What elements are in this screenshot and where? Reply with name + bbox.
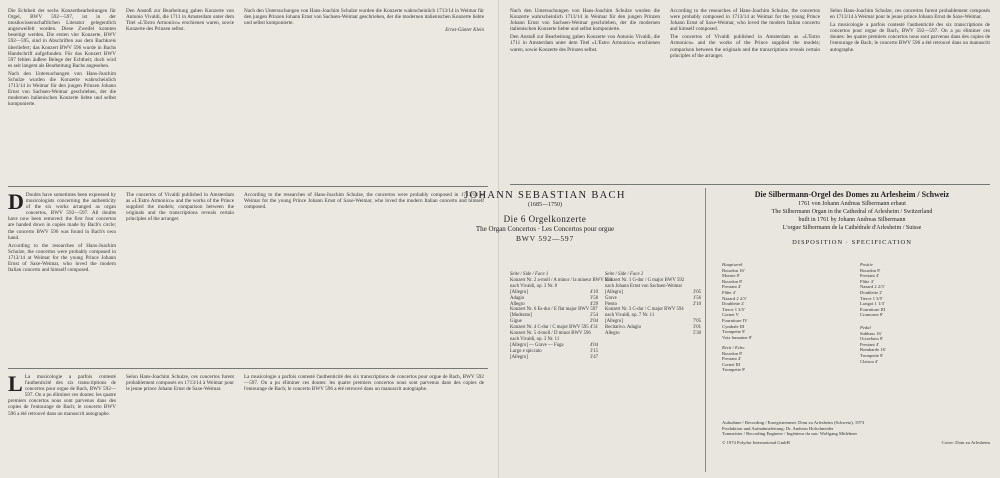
track-title: Allegro — [510, 301, 525, 307]
track-title: Adagio — [510, 295, 525, 301]
recit-title: Récit / Echo — [722, 345, 745, 350]
track-duration: 3'01 — [692, 325, 701, 331]
track-duration: 4'10 — [589, 289, 598, 295]
hauptwerk-stops — [722, 262, 842, 340]
organ-stop: Doublette 2' — [860, 289, 883, 295]
track-title: nach Vivaldi, op. 3 Nr. 11 — [510, 336, 560, 342]
organ-heading-block — [712, 190, 992, 246]
organ-stop: Bombarde 16' — [860, 347, 886, 353]
english-paragraph-2-cont: According to the researches of Hans-Joachim Schulze, the concertos were probably composed in 1713/14 at Weimar for the young Prince Johann Ernst of Saxe-Weimar, who loved the modern Italian concerto and himself composed. — [244, 192, 484, 211]
french-paragraph-2: Selon Hans-Joachim Schulze, ces concertos furent probablement composés en 1713/14 à Weimar pour le jeune prince Johann Ernst de Saxe-Weimar. — [126, 374, 234, 393]
english-paragraph-3: The concertos of Vivaldi published in Amsterdam as »L'Estro Armonico« and the works of the Prince supplied the models; comparison between the originals and the transcriptions reveals certain principles of the arranger. — [126, 192, 234, 223]
track-title: [Allegro] — [605, 289, 623, 295]
track-title: Gigue — [510, 319, 522, 325]
german-paragraph-2: Nach den Untersuchungen von Hans-Joachim Schulze wurden die Konzerte wahrscheinlich 1713/14 in Weimar für den jungen Prinzen Johann Ernst von Sachsen-Weimar geschrieben, der die modernen italienischen Konzerte liebte und selbst komponierte. — [8, 70, 116, 108]
track-duration: 7'05 — [692, 319, 701, 325]
hauptwerk-title: Hauptwerk — [722, 262, 743, 267]
production-credit: Produktion und Aufnahmeleitung: Dr. Andreas Holschneider — [722, 425, 834, 431]
notes-text-5: Selon Hans-Joachim Schulze, ces concertos furent probablement composés en 1713/14 à Weimar pour le jeune prince Johann Ernst de Saxe-Weimar. — [830, 8, 990, 21]
english-column-2 — [126, 192, 234, 362]
organ-stop: Octavbass 8' — [860, 336, 884, 342]
work-title-translations: The Organ Concertos · Les Concertos pour orgue — [475, 225, 615, 233]
work-title-german: Die 6 Orgelkonzerte — [503, 214, 587, 224]
organ-stop: Clairon 4' — [860, 358, 879, 364]
organ-stop: Fourniture III — [860, 306, 886, 312]
english-paragraph-2: According to the researches of Hans-Joachim Schulze, the concertos were probably composed in 1713/14 at Weimar for the young Prince Johann Ernst of Saxe-Weimar, who loved the modern Italian concerto and himself composed. — [8, 242, 116, 274]
organ-stop: Bourdon 8' — [722, 350, 743, 356]
recit-stops — [722, 345, 842, 373]
english-column-1 — [8, 189, 116, 362]
track-title: Grave — [605, 295, 617, 301]
organ-stop: Fourniture IV — [722, 317, 748, 323]
positiv-title: Positiv — [860, 262, 873, 267]
organ-stop: Doublette 2' — [722, 301, 745, 307]
track-duration: 2'54 — [589, 313, 598, 319]
organ-stop: Bourdon 16' — [722, 267, 745, 273]
track-title: nach Vivaldi, op. 7 Nr. 11 — [605, 313, 655, 319]
engineer-credit: Tonmeister / Recording Engineer / Ingénieur du son: Wolfgang Mitlehner — [722, 431, 858, 437]
organ-stop: Cornet V — [722, 312, 739, 318]
pedal-stops — [860, 325, 980, 364]
track-duration: 5'30 — [692, 331, 701, 337]
organ-stop: Tierce 1 3/5' — [860, 295, 883, 301]
track-title: Konzert Nr. 6 Es-dur / E flat major BWV 597 — [510, 307, 598, 313]
section-divider — [510, 184, 990, 185]
notes-text-3: According to the researches of Hans-Joachim Schulze, the concertos were probably composed in 1713/14 at Weimar for the young Prince Johann Ernst of Saxe-Weimar, who loved the modern Italian concerto and himself composed. — [670, 8, 820, 33]
organ-stop: Voix humaine 8' — [722, 334, 752, 340]
section-divider — [8, 186, 488, 187]
track-duration: 3'15 — [589, 348, 598, 354]
positiv-stops — [860, 262, 980, 318]
organ-builder-de: 1761 von Johann Andreas Silbermann erbaut — [798, 201, 906, 207]
notes-column-1 — [510, 8, 660, 180]
organ-stop: Nazard 2 2/3' — [860, 284, 885, 290]
organ-stop: Trompette 8' — [722, 329, 746, 335]
track-duration: 2'10 — [692, 301, 701, 307]
cover-credit: Cover: Dom zu Arlesheim — [941, 439, 990, 445]
track-title: Konzert Nr. 4 C-dur / C major BWV 595 — [510, 325, 589, 331]
track-duration: 3'58 — [589, 295, 598, 301]
organ-heading: Die Silbermann-Orgel des Domes zu Arlesheim / Schweiz — [754, 190, 950, 199]
track-title: Recitativo. Adagio — [605, 325, 641, 331]
credits-block — [722, 420, 990, 445]
track-duration: 4'29 — [589, 301, 598, 307]
track-row — [510, 355, 598, 361]
track-title: [Allegro] — Grave — Fuga — [510, 342, 564, 348]
title-block — [380, 190, 710, 243]
organ-stop: Cromorne 8' — [860, 312, 883, 318]
track-title: nach Johann Ernst von Sachsen-Weimar — [605, 283, 683, 289]
side-2-label: Seite / Side / Face 2 — [605, 272, 644, 277]
english-paragraph-1: D Doubts have sometimes been expressed by musicologists concerning the authenticity of the six works arranged as organ concertos, BWV 592—597. All doubts have now been removed: the first four concertos are handed down in copies made by Bach's circle; the concerto BWV 596 was found in Bach's own hand. — [8, 189, 116, 241]
organ-stop: Prestant 4' — [722, 356, 742, 362]
disposition-heading: DISPOSITION · SPECIFICATION — [792, 239, 912, 246]
organ-stop: Larigot 1 1/3' — [860, 301, 885, 307]
track-title: [Allegro] — [605, 319, 623, 325]
track-title: Konzert Nr. 3 C-dur / C major BWV 594 — [605, 307, 684, 313]
german-signature: Ernst-Günter Klein — [445, 28, 484, 34]
organ-stop: Flûte 4' — [860, 278, 874, 284]
organ-stop: Cornet III — [722, 361, 741, 367]
notes-text-6: La musicologie a parfois contesté l'authenticité des six transcriptions de concertos pour orgue de Bach, BWV 592—597. On a pu éliminer ces doutes: les quatre premiers concertos nous sont parvenus dans des copies de l'entourage de Bach; le concerto BWV 596 a été retrouvé dans un manuscrit autographe. — [830, 22, 990, 53]
german-paragraph-1: Die Echtheit der sechs Konzertbearbeitungen für Orgel, BWV 592—597, ist in der musikwissenschaftlichen Literatur gelegentlich angezweifelt worden. Diese Zweifel konnten beseitigt werden. Die ersten vier Konzerte, BWV 592—595, sind in Abschriften aus dem Bachkreis überliefert; das Konzert BWV 596 wurde in Bachs Handschrift aufgefunden. Für das Konzert BWV 597 fehlen äußere Belege der Echtheit; doch wird es seit langem als Bearbeitung Bachs angesehen. — [8, 8, 116, 69]
german-column-2 — [126, 8, 234, 186]
organ-stop: Subbass 16' — [860, 330, 882, 336]
pedal-title: Pedal — [860, 325, 871, 330]
track-duration: 3'05 — [692, 289, 701, 295]
composer-dates: (1685—1750) — [528, 202, 562, 208]
organ-stop: Nazard 2 2/3' — [722, 295, 747, 301]
organ-heading-en: The Silbermann Organ in the Cathedral of Arlesheim / Switzerland — [771, 209, 933, 215]
notes-text-1: Nach den Untersuchungen von Hans-Joachim Schulze wurden die Konzerte wahrscheinlich 1713/14 in Weimar für den jungen Prinzen Johann Ernst von Sachsen-Weimar geschrieben, der die modernen italienischen Konzerte liebte und selbst komponierte. — [510, 8, 660, 33]
french-column-1 — [8, 371, 116, 472]
track-duration: 4'31 — [589, 325, 598, 331]
track-title: Presto — [605, 301, 617, 307]
french-column-3 — [244, 374, 484, 472]
organ-stop: Cymbale III — [722, 323, 745, 329]
bwv-range: BWV 592—597 — [515, 234, 575, 243]
organ-heading-fr: L'orgue Silbermann de la Cathédrale d'Arlesheim / Suisse — [782, 225, 922, 231]
track-title: Largo e spiccato — [510, 348, 542, 354]
track-duration: 4'04 — [589, 342, 598, 348]
french-column-2 — [126, 374, 234, 472]
notes-text-4: The concertos of Vivaldi published in Amsterdam as »L'Estro Armonico« and the works of the Prince supplied the models; comparison between the originals and the transcriptions reveals certain principles of the arranger. — [670, 34, 820, 59]
track-row — [605, 331, 701, 337]
side-1-label: Seite / Side / Face 1 — [510, 272, 549, 277]
track-title: nach Vivaldi, op. 3 Nr. 8 — [510, 283, 558, 289]
notes-column-2 — [670, 8, 820, 180]
organ-stop: Prestant 4' — [860, 341, 880, 347]
notes-text-2: Den Anstoß zur Bearbeitung gaben Konzerte von Antonio Vivaldi, die 1711 in Amsterdam unter dem Titel »L'Estro Armonico« erschienen waren, sowie Konzerte des Prinzen selbst. — [510, 34, 660, 53]
organ-stop: Prestant 4' — [722, 284, 742, 290]
organ-stop: Trompette 8' — [722, 367, 746, 373]
copyright-notice: © 1974 Polydor International GmbH — [722, 439, 790, 445]
track-title: Konzert Nr. 2 a-moll / A minor / la mineur BWV 593 — [510, 277, 612, 283]
organ-stop: Montre 8' — [722, 273, 740, 279]
track-title: Allegro — [605, 331, 620, 337]
track-title: [Allegro] — [510, 289, 528, 295]
track-title: Konzert Nr. 5 d-moll / D minor BWV 596 — [510, 331, 591, 337]
organ-stop: Tierce 1 3/5' — [722, 306, 745, 312]
track-title: [Moderato] — [510, 313, 532, 319]
track-duration: 3'47 — [589, 354, 598, 360]
french-paragraph-1: L La musicologie a parfois contesté l'authenticité des six transcriptions de concertos pour orgue de Bach, BWV 592—597. On a pu éliminer ces doutes: les quatre premiers concertos nous sont parvenus dans des copies de l'entourage de Bach; le concerto BWV 596 a été retrouvé dans un manuscrit autographe. — [8, 371, 116, 417]
track-duration: 2'04 — [589, 319, 598, 325]
german-column-1 — [8, 8, 116, 186]
german-paragraph-2-cont: Nach den Untersuchungen von Hans-Joachim Schulze wurden die Konzerte wahrscheinlich 1713/14 in Weimar für den jungen Prinzen Johann Ernst von Sachsen-Weimar geschrieben, der die modernen italienischen Konzerte liebte und selbst komponierte. — [244, 8, 484, 27]
section-divider — [8, 368, 488, 369]
side-2-tracklist — [605, 272, 701, 472]
organ-stop: Bourdon 8' — [860, 267, 881, 273]
organ-stop: Prestant 4' — [860, 273, 880, 279]
german-paragraph-3: Den Anstoß zur Bearbeitung gaben Konzerte von Antonio Vivaldi, die 1711 in Amsterdam unter dem Titel »L'Estro Armonico« erschienen waren, sowie Konzerte des Prinzen selbst. — [126, 8, 234, 33]
organ-stop: Bourdon 8' — [722, 278, 743, 284]
organ-stop: Flûte 4' — [722, 289, 736, 295]
recording-credit: Aufnahme / Recording / Enregistrement: Dom zu Arlesheim (Schweiz), 1973 — [722, 420, 865, 425]
organ-builder-en: built in 1761 by Johann Andreas Silbermann — [798, 217, 906, 223]
organ-stop: Trompette 8' — [860, 352, 884, 358]
track-title: Konzert Nr. 1 G-dur / G major BWV 592 — [605, 277, 685, 283]
notes-column-3 — [830, 8, 990, 180]
track-duration: 1'56 — [692, 295, 701, 301]
german-column-3 — [244, 8, 484, 186]
composer-name: JOHANN SEBASTIAN BACH — [464, 190, 626, 201]
track-title: [Allegro] — [510, 354, 528, 360]
french-paragraph-1-cont: La musicologie a parfois contesté l'authenticité des six transcriptions de concertos pour orgue de Bach, BWV 592—597. On a pu éliminer ces doutes: les quatre premiers concertos nous sont parvenus dans des copies de l'entourage de Bach; le concerto BWV 596 a été retrouvé dans un manuscrit autographe. — [244, 374, 484, 393]
